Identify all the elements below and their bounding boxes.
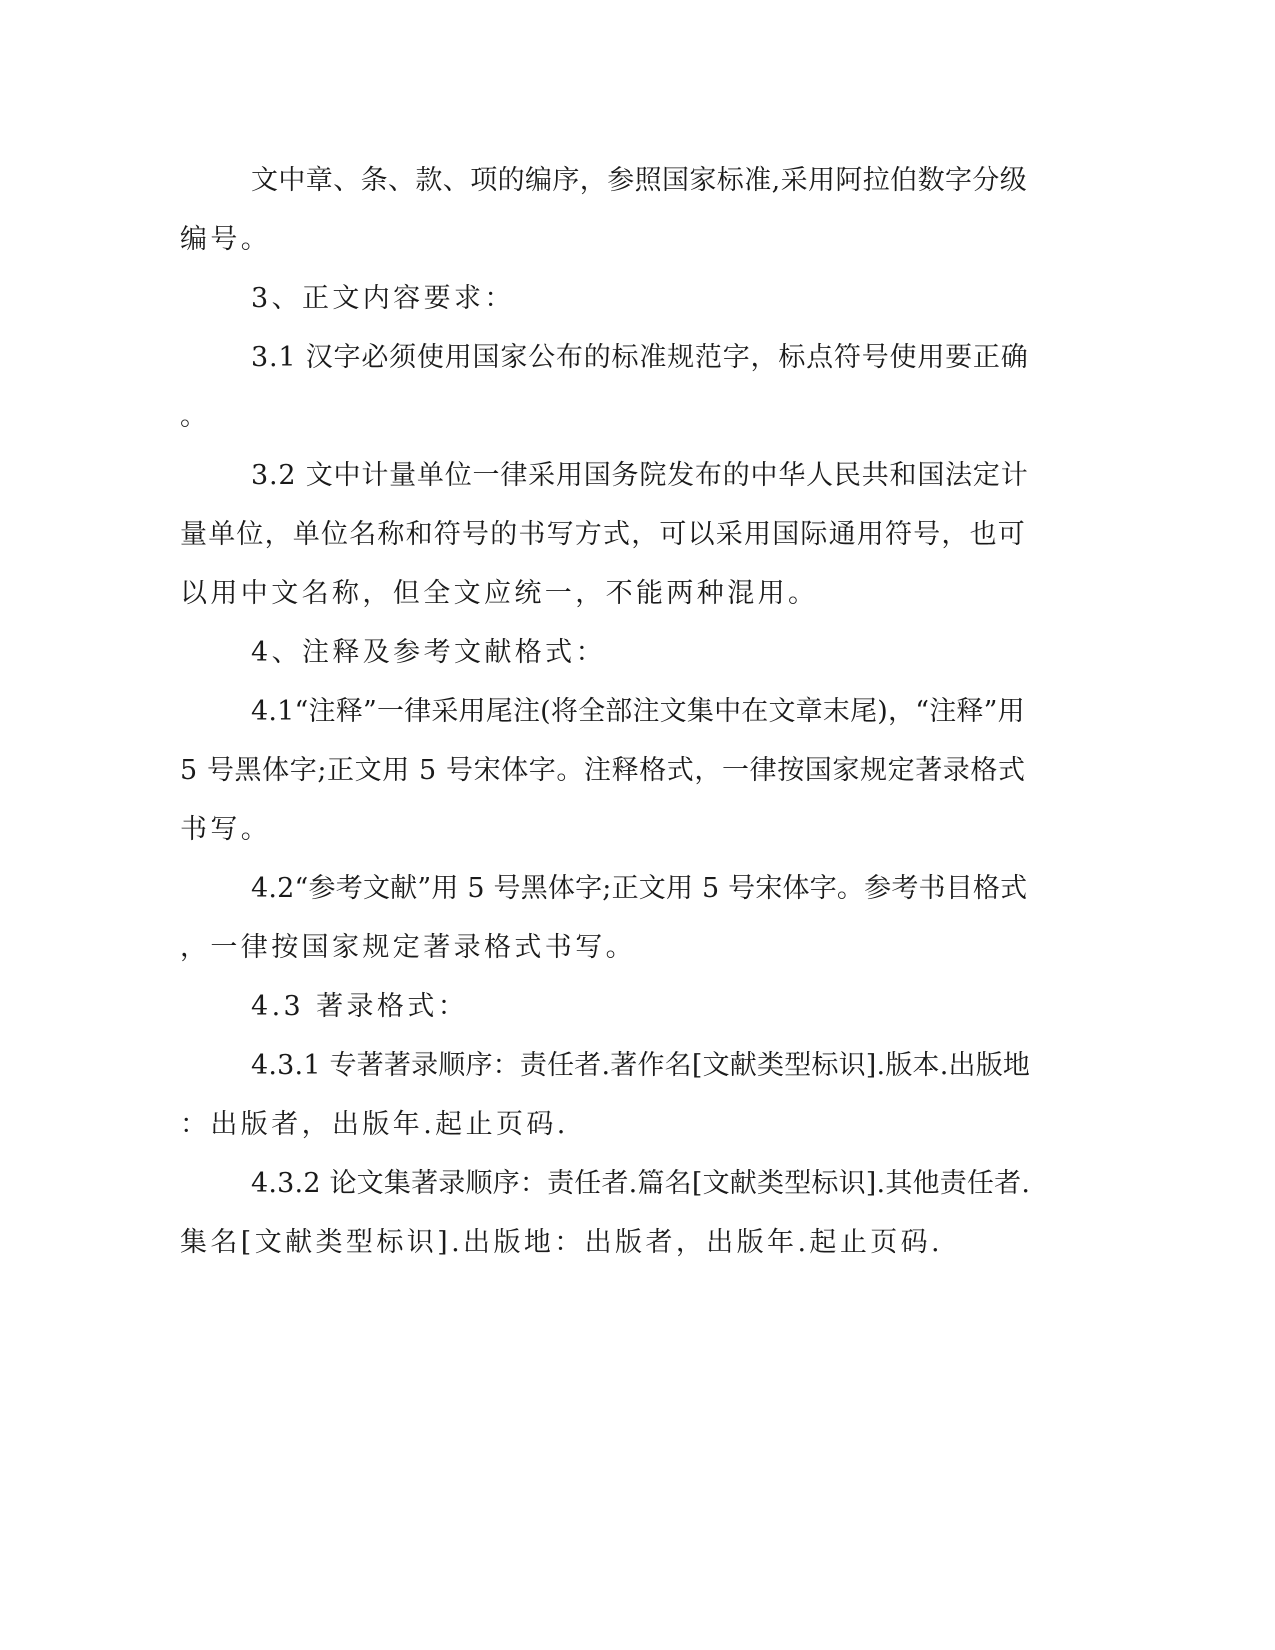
- item-3-2-line-3: 以用中文名称，但全文应统一，不能两种混用。: [180, 578, 819, 609]
- item-3-2-line-1: 3.2 文中计量单位一律采用国务院发布的中华人民共和国法定计: [251, 460, 1029, 491]
- item-4-1-line-1: 4.1“注释”一律采用尾注(将全部注文集中在文章末尾)，“注释”用: [251, 696, 1025, 727]
- item-4-1-line-2: 5 号黑体字;正文用 5 号宋体字。注释格式，一律按国家规定著录格式: [180, 755, 1026, 786]
- item-4-3-heading: 4.3 著录格式：: [251, 991, 469, 1022]
- heading-section-4: 4、注释及参考文献格式：: [251, 637, 606, 668]
- item-3-2-line-2: 量单位，单位名称和符号的书写方式，可以采用国际通用符号，也可: [180, 519, 1026, 550]
- item-4-2-line-2: ，一律按国家规定著录格式书写。: [180, 932, 636, 963]
- item-4-3-2-line-2: 集名[文献类型标识].出版地：出版者，出版年.起止页码.: [180, 1227, 944, 1258]
- item-4-1-line-3: 书写。: [180, 814, 272, 845]
- paragraph-numbering-line-2: 编号。: [180, 224, 272, 255]
- item-4-3-1-line-2: ：出版者，出版年.起止页码.: [180, 1109, 569, 1140]
- heading-section-3: 3、正文内容要求：: [251, 283, 515, 314]
- item-4-3-1-line-1: 4.3.1 专著著录顺序：责任者.著作名[文献类型标识].版本.出版地: [251, 1050, 1031, 1081]
- item-3-1-line-2: 。: [180, 401, 211, 432]
- item-4-2-line-1: 4.2“参考文献”用 5 号黑体字;正文用 5 号宋体字。参考书目格式: [251, 873, 1028, 904]
- item-4-3-2-line-1: 4.3.2 论文集著录顺序：责任者.篇名[文献类型标识].其他责任者.: [251, 1168, 1031, 1199]
- item-3-1-line-1: 3.1 汉字必须使用国家公布的标准规范字，标点符号使用要正确: [251, 342, 1029, 373]
- paragraph-numbering-line-1: 文中章、条、款、项的编序，参照国家标准,采用阿拉伯数字分级: [251, 165, 1028, 196]
